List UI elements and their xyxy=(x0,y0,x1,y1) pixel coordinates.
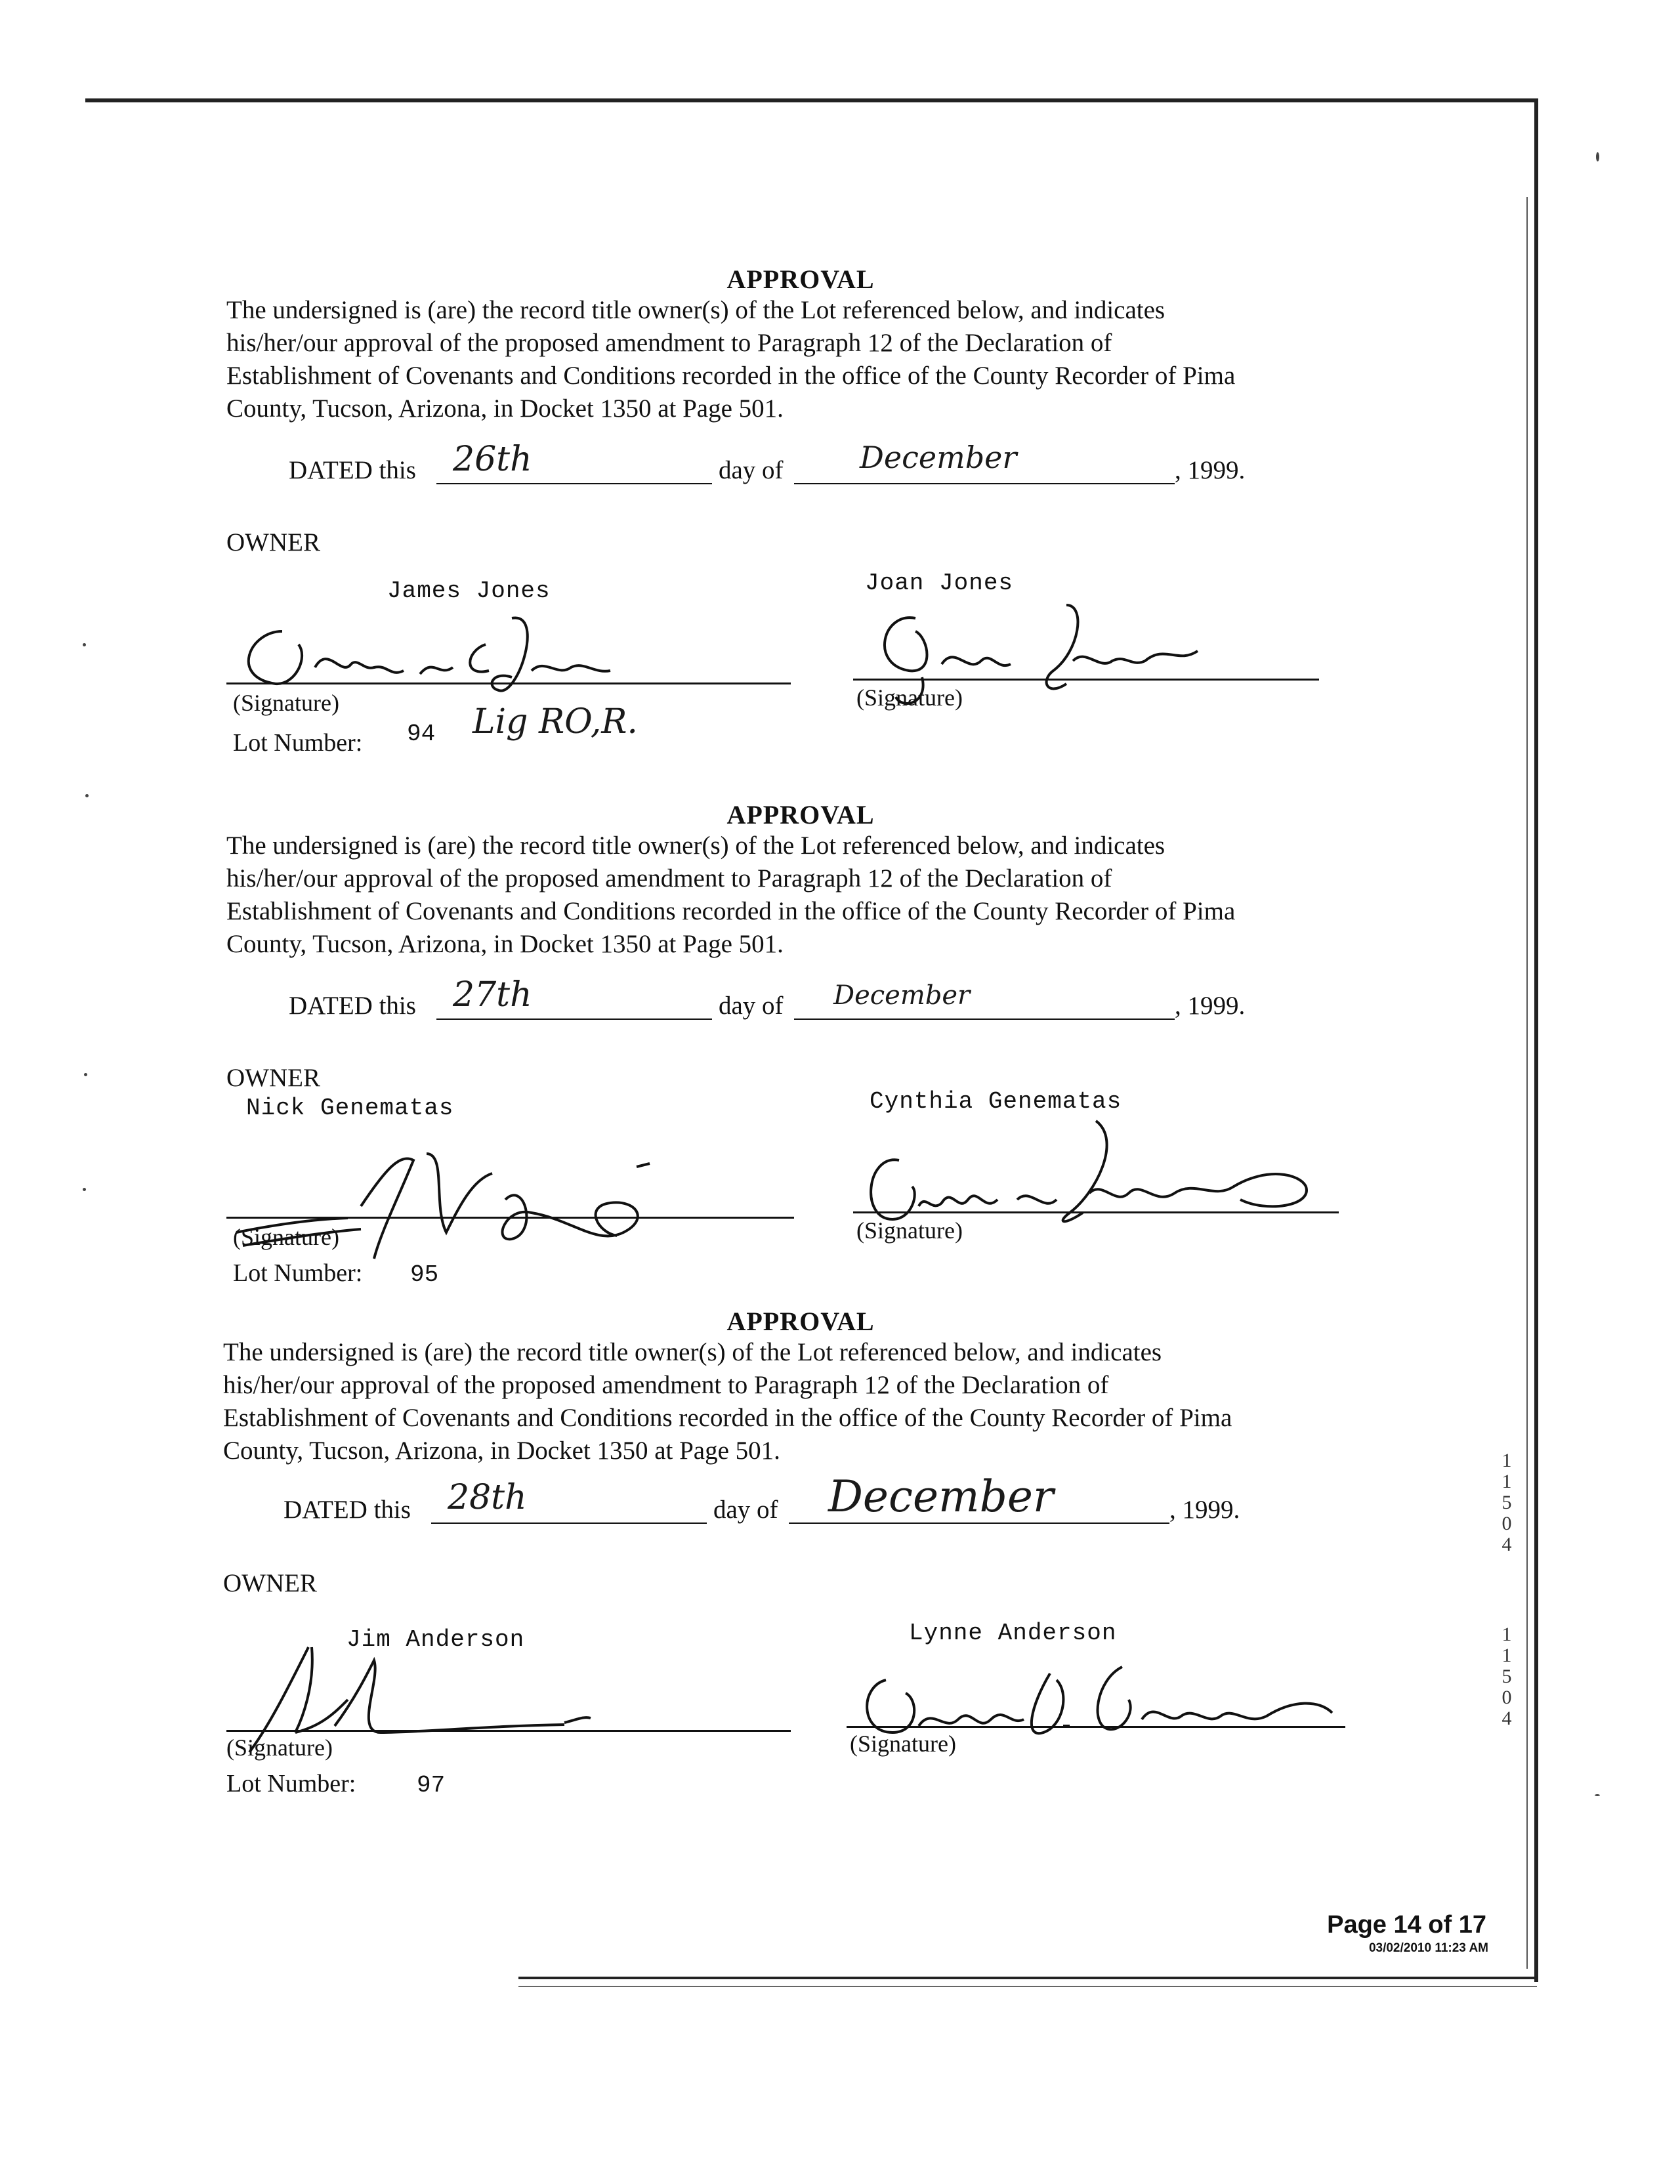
approval-text-line: Establishment of Covenants and Conditions recorded in the office of the County Recorder of Pima xyxy=(226,362,1236,390)
owner-2-signature-line xyxy=(853,679,1319,681)
margin-digit: 0 xyxy=(1502,1687,1512,1708)
margin-digit: 1 xyxy=(1502,1450,1512,1471)
approval-text-line: his/her/our approval of the proposed amendment to Paragraph 12 of the Declaration of xyxy=(226,864,1112,892)
approval-text-line: The undersigned is (are) the record title owner(s) of the Lot referenced below, and indicates xyxy=(226,296,1166,324)
owner-2-name: Cynthia Genematas xyxy=(870,1088,1122,1115)
lot-number-label: Lot Number: xyxy=(233,1259,363,1287)
owner-2-name: Joan Jones xyxy=(865,570,1014,597)
owner-2-signature-line xyxy=(847,1726,1345,1728)
margin-digit: 1 xyxy=(1502,1624,1512,1645)
dated-this-label: DATED this xyxy=(284,1496,411,1524)
margin-recording-number xyxy=(1495,1624,1519,1729)
approval-text-line: County, Tucson, Arizona, in Docket 1350 at Page 501. xyxy=(226,394,784,423)
owner-1-signature-line xyxy=(226,682,791,684)
scan-speck xyxy=(83,643,86,646)
dated-this-label: DATED this xyxy=(289,456,416,484)
owner-1-signature-label: (Signature) xyxy=(233,690,339,716)
margin-digit: 0 xyxy=(1502,1513,1512,1534)
lot-handwritten-note: Lig RO,R. xyxy=(472,702,638,742)
month-handwritten: December xyxy=(860,440,1017,475)
day-fill-line xyxy=(431,1522,707,1524)
owner-1-signature-line xyxy=(226,1730,791,1732)
approval-section-1 xyxy=(0,264,1680,763)
owner-1-name: Nick Genematas xyxy=(246,1095,454,1122)
owner-label: OWNER xyxy=(223,1569,317,1597)
approval-text-line: County, Tucson, Arizona, in Docket 1350 at Page 501. xyxy=(223,1437,780,1465)
print-timestamp: 03/02/2010 11:23 AM xyxy=(1368,1941,1488,1955)
year-label: , 1999. xyxy=(1175,992,1246,1020)
margin-digit: 5 xyxy=(1502,1666,1512,1687)
approval-text-line: his/her/our approval of the proposed amendment to Paragraph 12 of the Declaration of xyxy=(226,329,1112,357)
lot-number-label: Lot Number: xyxy=(233,729,363,757)
day-of-label: day of xyxy=(719,992,784,1020)
owner-1-name: Jim Anderson xyxy=(346,1626,525,1653)
owner-2-signature-line xyxy=(853,1211,1339,1213)
month-fill-line xyxy=(789,1522,1169,1524)
scan-speck xyxy=(83,1188,86,1191)
month-fill-line xyxy=(794,1018,1175,1020)
owner-1-signature-label: (Signature) xyxy=(226,1734,333,1761)
scan-speck xyxy=(84,1073,87,1076)
owner-1-signature-line xyxy=(226,1217,794,1219)
lot-number-value: 94 xyxy=(407,721,436,747)
year-label: , 1999. xyxy=(1169,1496,1240,1524)
day-handwritten: 27th xyxy=(453,975,532,1015)
owner-2-name: Lynne Anderson xyxy=(909,1620,1117,1647)
month-handwritten: December xyxy=(828,1471,1054,1522)
day-of-label: day of xyxy=(719,456,784,484)
approval-text xyxy=(226,294,1434,425)
approval-text-line: County, Tucson, Arizona, in Docket 1350 at Page 501. xyxy=(226,930,784,958)
approval-heading: APPROVAL xyxy=(726,264,875,294)
lot-number-value: 95 xyxy=(410,1261,439,1288)
approval-section-2 xyxy=(0,799,1680,1298)
approval-section-3 xyxy=(0,1306,1680,1805)
bottom-border-rule xyxy=(518,1977,1537,1979)
day-fill-line xyxy=(436,1018,712,1020)
approval-text xyxy=(223,1336,1431,1467)
scan-speck xyxy=(85,794,89,797)
margin-digit: 4 xyxy=(1502,1708,1512,1729)
day-handwritten: 26th xyxy=(453,440,532,479)
page-number: Page 14 of 17 xyxy=(1327,1911,1486,1939)
approval-text-line: Establishment of Covenants and Conditions recorded in the office of the County Recorder of Pima xyxy=(226,897,1236,925)
year-label: , 1999. xyxy=(1175,456,1246,484)
approval-heading: APPROVAL xyxy=(726,800,875,830)
owner-1-name: James Jones xyxy=(387,578,551,604)
owner-label: OWNER xyxy=(226,1064,320,1092)
month-handwritten: December xyxy=(833,980,971,1011)
margin-recording-number xyxy=(1495,1450,1519,1555)
dated-this-label: DATED this xyxy=(289,992,416,1020)
dated-line xyxy=(284,1471,1281,1528)
approval-text-line: Establishment of Covenants and Conditions recorded in the office of the County Recorder of Pima xyxy=(223,1404,1232,1432)
top-border-rule xyxy=(85,98,1536,102)
approval-text xyxy=(226,830,1434,961)
lot-number-value: 97 xyxy=(417,1772,446,1799)
scan-speck xyxy=(1596,152,1599,161)
owner-1-signature-label: (Signature) xyxy=(233,1224,339,1250)
margin-digit: 5 xyxy=(1502,1492,1512,1513)
month-fill-line xyxy=(794,483,1175,484)
approval-text-line: The undersigned is (are) the record title owner(s) of the Lot referenced below, and indicates xyxy=(223,1338,1162,1366)
approval-text-line: his/her/our approval of the proposed amendment to Paragraph 12 of the Declaration of xyxy=(223,1371,1109,1399)
lot-number-label: Lot Number: xyxy=(226,1770,356,1797)
approval-heading: APPROVAL xyxy=(726,1307,875,1336)
owner-2-signature-label: (Signature) xyxy=(856,1217,963,1244)
owner-2-signature-label: (Signature) xyxy=(856,684,963,711)
day-handwritten: 28th xyxy=(448,1478,527,1517)
margin-digit: 4 xyxy=(1502,1534,1512,1555)
owner-2-signature-label: (Signature) xyxy=(850,1731,956,1757)
day-of-label: day of xyxy=(713,1496,778,1524)
margin-digit: 1 xyxy=(1502,1645,1512,1666)
dated-line xyxy=(289,975,1286,1024)
dated-line xyxy=(289,440,1286,488)
owner-label: OWNER xyxy=(226,528,320,556)
approval-text-line: The undersigned is (are) the record title owner(s) of the Lot referenced below, and indicates xyxy=(226,831,1166,860)
scan-speck xyxy=(1595,1794,1600,1796)
day-fill-line xyxy=(436,483,712,484)
margin-digit: 1 xyxy=(1502,1471,1512,1492)
bottom-inner-rule xyxy=(518,1986,1537,1987)
